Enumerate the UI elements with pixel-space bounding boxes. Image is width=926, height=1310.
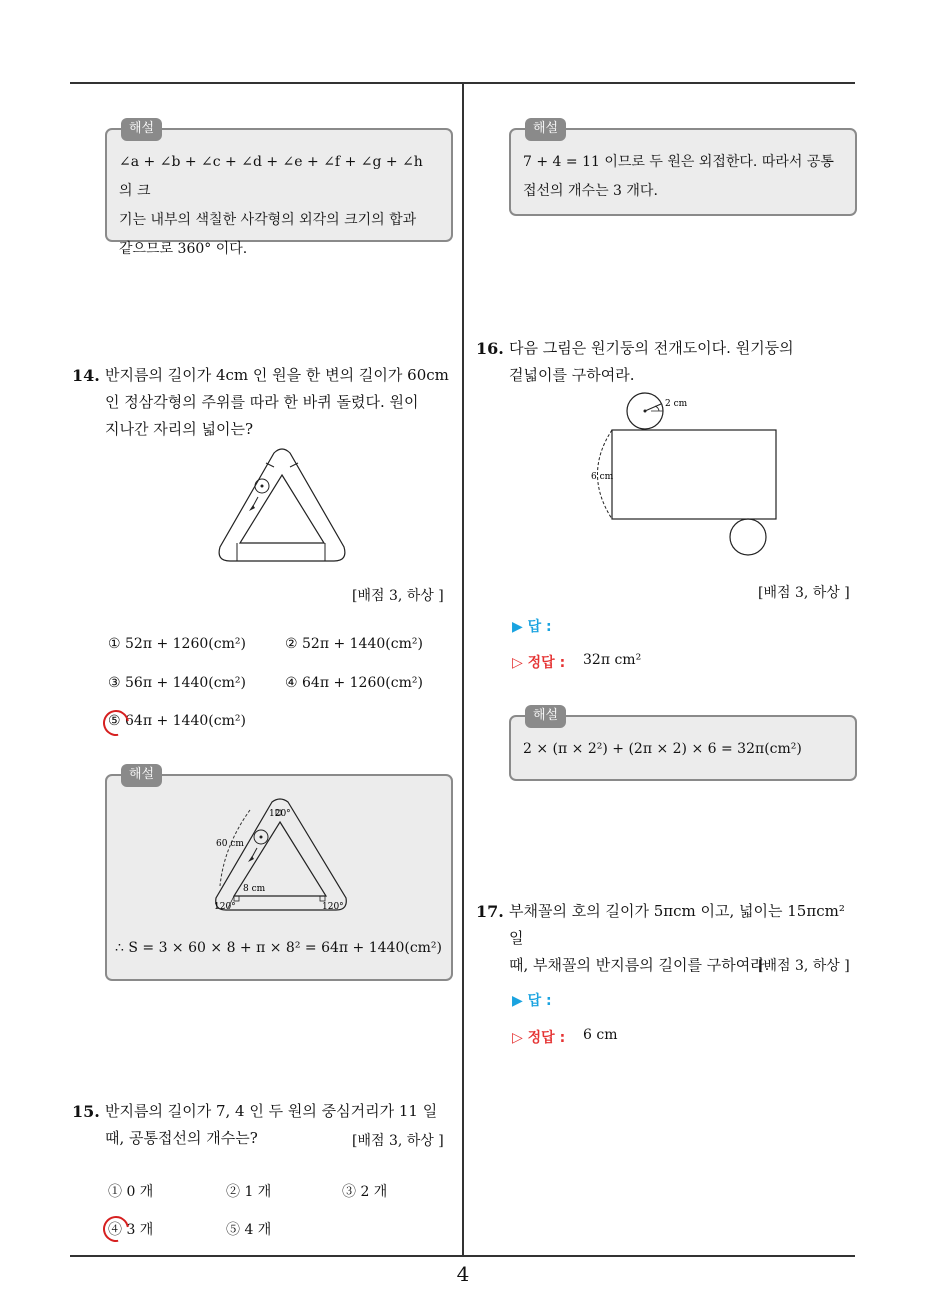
solution-line: 7 + 4 = 11 이므로 두 원은 외접한다. 따라서 공통 [523,154,834,170]
choice-2[interactable]: ② 1 개 [226,1184,272,1200]
choice-5[interactable]: ⑤ 4 개 [226,1222,272,1238]
angle-left: 120° [214,902,236,912]
correct-answer-label: ▷ 정답 : [512,655,566,671]
question-line: 때, 공통접선의 개수는? [105,1129,258,1147]
solution-14-formula: ∴ S = 3 × 60 × 8 + π × 8² = 64π + 1440(cm²) [115,940,443,956]
solution-tag: 해설 [525,705,566,728]
question-16-text [509,335,857,389]
label-8cm: 8 cm [243,884,266,894]
choice-1[interactable]: ① 52π + 1260(cm²) [108,636,246,652]
solution-line: 2 × (π × 2²) + (2π × 2) × 6 = 32π(cm²) [523,741,802,757]
question-15-score: [배점 3, 하상 ] [352,1133,444,1149]
correct-choice-mark [98,705,134,741]
angle-top: 120° [269,809,291,819]
angle-right: 120° [322,902,344,912]
question-line: 부채꼴의 호의 길이가 5πcm 이고, 넓이는 15πcm² 일 [509,902,845,947]
correct-answer-value: 6 cm [583,1027,618,1043]
question-14-number: 14. [72,366,100,385]
solution-box-15 [509,121,857,216]
choice-3[interactable]: ③ 56π + 1440(cm²) [108,675,246,691]
question-line: 겉넓이를 구하여라. [509,366,635,384]
page-number: 4 [456,1262,470,1286]
footer-rule [70,1255,855,1257]
solution-line: 같으므로 360° 이다. [119,241,248,257]
correct-answer-value: 32π cm² [583,652,642,668]
question-line: 인 정삼각형의 주위를 따라 한 바퀴 돌렸다. 원이 [105,393,419,411]
solution-box-16 [509,708,857,781]
solution-box-13 [105,121,453,257]
correct-answer-label: ▷ 정답 : [512,1030,566,1046]
solution-line: ∠a + ∠b + ∠c + ∠d + ∠e + ∠f + ∠g + ∠h 의 크 [119,154,423,199]
choice-1[interactable]: ① 0 개 [108,1184,154,1200]
choice-5[interactable]: ⑤ 64π + 1440(cm²) [108,713,246,729]
question-14-figure [212,445,352,565]
solution-tag: 해설 [121,764,162,787]
choice-4[interactable]: ④ 3 개 [108,1222,154,1238]
question-line: 다음 그림은 원기둥의 전개도이다. 원기둥의 [509,339,794,357]
column-divider [462,82,464,1257]
solution-line: 기는 내부의 색칠한 사각형의 외각의 크기의 합과 [119,212,417,228]
answer-field-label[interactable]: ▶ 답 : [512,993,552,1009]
question-17-score: [배점 3, 하상 ] [758,958,850,974]
choice-2[interactable]: ② 52π + 1440(cm²) [285,636,423,652]
choice-3[interactable]: ③ 2 개 [342,1184,388,1200]
solution-line: 접선의 개수는 3 개다. [523,183,658,199]
label-60cm: 60 cm [216,839,244,849]
radius-label: 2 cm [665,399,688,409]
question-14-score: [배점 3, 하상 ] [352,588,444,604]
question-16-number: 16. [476,339,504,358]
choice-4[interactable]: ④ 64π + 1260(cm²) [285,675,423,691]
question-14-text [105,362,455,443]
question-line: 반지름의 길이가 7, 4 인 두 원의 중심거리가 11 일 [105,1102,438,1120]
question-line: 지나간 자리의 넓이는? [105,420,253,438]
question-line: 때, 부채꼴의 반지름의 길이를 구하여라. [509,956,770,974]
correct-choice-mark [98,1211,134,1247]
question-17-number: 17. [476,902,504,921]
solution-14-figure [210,796,360,916]
answer-field-label[interactable]: ▶ 답 : [512,619,552,635]
question-16-score: [배점 3, 하상 ] [758,585,850,601]
solution-tag: 해설 [525,118,566,141]
solution-tag: 해설 [121,118,162,141]
question-line: 반지름의 길이가 4cm 인 원을 한 변의 길이가 60cm [105,366,449,384]
question-15-number: 15. [72,1102,100,1121]
height-label: 6 cm [591,472,614,482]
question-16-figure [585,390,785,560]
